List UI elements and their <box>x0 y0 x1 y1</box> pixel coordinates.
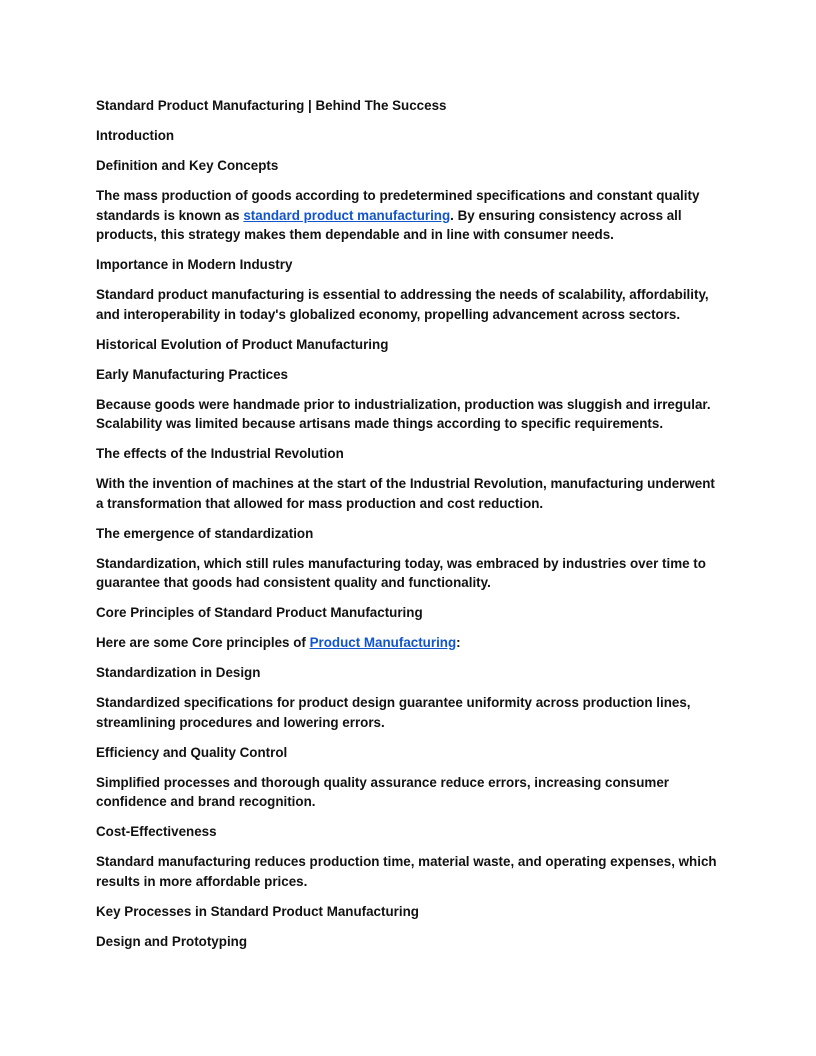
definition-paragraph <box>96 186 720 245</box>
prototyping-heading: Design and Prototyping <box>96 933 248 949</box>
principles-intro-before: Here are some Core principles of <box>96 635 310 650</box>
emergence-heading: The emergence of standardization <box>96 525 314 541</box>
design-heading: Standardization in Design <box>96 665 261 680</box>
design-paragraph: Standardized specifications for product design guarantee uniformity across production lines, streamlining procedures and lowering errors. <box>96 695 691 730</box>
cost-heading: Cost-Effectiveness <box>96 824 217 839</box>
early-practices-heading: Early Manufacturing Practices <box>96 366 289 382</box>
early-practices-paragraph: Because goods were handmade prior to industrialization, production was sluggish and irregular. Scalability was limited because artisans made things according to specific requirements. <box>96 396 711 431</box>
efficiency-paragraph: Simplified processes and thorough quality assurance reduce errors, increasing consumer confidence and brand recognition. <box>96 774 669 809</box>
industrial-revolution-paragraph: With the invention of machines at the start of the Industrial Revolution, manufacturing underwent a transformation that allowed for mass production and cost reduction. <box>96 476 715 511</box>
core-principles-heading: Core Principles of Standard Product Manufacturing <box>96 605 423 620</box>
history-heading: Historical Evolution of Product Manufacturing <box>96 336 389 352</box>
importance-heading: Importance in Modern Industry <box>96 257 293 272</box>
efficiency-heading: Efficiency and Quality Control <box>96 744 288 760</box>
principles-intro-after: : <box>456 635 461 650</box>
product-manufacturing-link[interactable]: Product Manufacturing <box>309 635 457 650</box>
industrial-revolution-heading: The effects of the Industrial Revolution <box>96 446 344 461</box>
core-principles-intro <box>96 633 720 653</box>
key-processes-heading: Key Processes in Standard Product Manufacturing <box>96 903 419 919</box>
emergence-paragraph: Standardization, which still rules manufacturing today, was embraced by industries over time to guarantee that goods had consistent quality and functionality. <box>96 555 706 590</box>
definition-text-before: The mass production of goods according to predetermined specifications and constant quality standards is known as <box>96 188 700 223</box>
intro-heading: Introduction <box>96 128 175 143</box>
standard-product-manufacturing-link[interactable]: standard product manufacturing <box>243 207 451 223</box>
definition-heading: Definition and Key Concepts <box>96 158 279 173</box>
importance-paragraph: Standard product manufacturing is essential to addressing the needs of scalability, affordability, and interoperability in today's globalized economy, propelling advancement across sectors. <box>96 287 709 322</box>
definition-text-after: . By ensuring consistency across all products, this strategy makes them dependable and in line with consumer needs. <box>96 207 682 242</box>
document-title: Standard Product Manufacturing | Behind The Success <box>96 98 447 113</box>
document-page <box>96 96 720 962</box>
cost-paragraph: Standard manufacturing reduces production time, material waste, and operating expenses, which results in more affordable prices. <box>96 854 717 889</box>
